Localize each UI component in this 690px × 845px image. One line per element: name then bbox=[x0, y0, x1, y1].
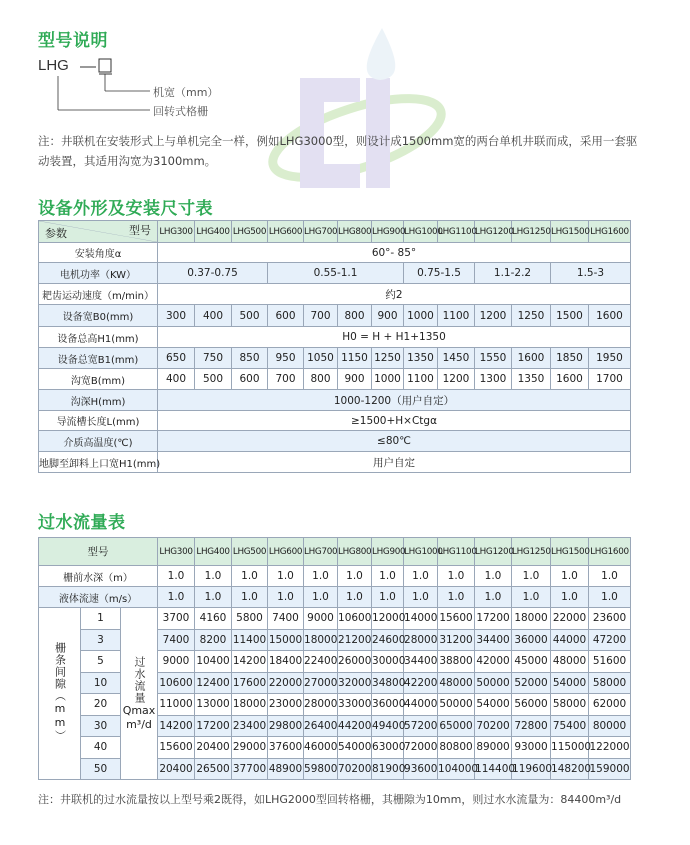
model-code: LHG bbox=[38, 57, 69, 74]
model-header: LHG300 bbox=[158, 538, 195, 566]
model-header: LHG1100 bbox=[438, 221, 475, 243]
flow-cell: 46000 bbox=[304, 737, 338, 759]
flow-label: 过水流量 bbox=[133, 655, 146, 704]
flow-cell: 36000 bbox=[512, 629, 551, 651]
flow-cell: 52000 bbox=[512, 672, 551, 694]
flow-cell: 28000 bbox=[304, 694, 338, 716]
table-row bbox=[39, 348, 631, 369]
flow-cell: 36000 bbox=[372, 694, 404, 716]
flow-cell: 44000 bbox=[551, 629, 589, 651]
flow-cell: 13000 bbox=[195, 694, 232, 716]
flow-cell: 23600 bbox=[589, 608, 631, 630]
gap-value: 20 bbox=[81, 694, 121, 716]
b1-cell: 1850 bbox=[551, 348, 589, 369]
flow-cell: 159000 bbox=[589, 758, 631, 780]
model-header: LHG900 bbox=[372, 221, 404, 243]
b0-cell: 1000 bbox=[404, 305, 438, 327]
flow-cell: 80000 bbox=[589, 715, 631, 737]
flow-cell: 17200 bbox=[195, 715, 232, 737]
flow-cell: 18000 bbox=[304, 629, 338, 651]
flow-cell: 14200 bbox=[232, 651, 268, 673]
table-row bbox=[39, 431, 631, 452]
flow-cell: 72000 bbox=[404, 737, 438, 759]
b-cell: 400 bbox=[158, 369, 195, 390]
speed-value: 约2 bbox=[158, 284, 631, 305]
gap-value: 10 bbox=[81, 672, 121, 694]
row-label-h1: 设备总高H1(mm) bbox=[39, 327, 158, 348]
row-label-b1: 设备总宽B1(mm) bbox=[39, 348, 158, 369]
gap-label: 栅条间隙（mm） bbox=[53, 642, 67, 742]
flow-cell: 148200 bbox=[551, 758, 589, 780]
velocity-cell: 1.0 bbox=[438, 587, 475, 608]
row-label-h2: 地脚至卸料上口宽H1(mm) bbox=[39, 452, 158, 473]
model-header: LHG1500 bbox=[551, 221, 589, 243]
flow-cell: 47200 bbox=[589, 629, 631, 651]
b0-cell: 900 bbox=[372, 305, 404, 327]
model-header: LHG600 bbox=[268, 538, 304, 566]
flow-cell: 15000 bbox=[268, 629, 304, 651]
flow-cell: 51600 bbox=[589, 651, 631, 673]
flow-cell: 119600 bbox=[512, 758, 551, 780]
section-title-dimensions: 设备外形及安装尺寸表 bbox=[38, 199, 213, 219]
flow-cell: 12400 bbox=[195, 672, 232, 694]
velocity-cell: 1.0 bbox=[589, 587, 631, 608]
b1-cell: 750 bbox=[195, 348, 232, 369]
b-cell: 1350 bbox=[512, 369, 551, 390]
depth-cell: 1.0 bbox=[372, 566, 404, 587]
b1-cell: 1950 bbox=[589, 348, 631, 369]
flow-cell: 7400 bbox=[158, 629, 195, 651]
flow-cell: 22000 bbox=[268, 672, 304, 694]
flow-label-cell bbox=[121, 608, 158, 780]
row-label-power: 电机功率（KW） bbox=[39, 263, 158, 284]
depth-cell: 1.0 bbox=[268, 566, 304, 587]
flow-cell: 10600 bbox=[338, 608, 372, 630]
b-cell: 1000 bbox=[372, 369, 404, 390]
b-cell: 900 bbox=[338, 369, 372, 390]
row-label-speed: 耙齿运动速度（m/min） bbox=[39, 284, 158, 305]
flow-cell: 3700 bbox=[158, 608, 195, 630]
table1-corner-cell bbox=[39, 221, 158, 243]
model-header: LHG1200 bbox=[475, 538, 512, 566]
flow-cell: 14200 bbox=[158, 715, 195, 737]
flow-cell: 37600 bbox=[268, 737, 304, 759]
flow-cell: 56000 bbox=[512, 694, 551, 716]
flow-cell: 18000 bbox=[512, 608, 551, 630]
flow-cell: 54000 bbox=[551, 672, 589, 694]
b-cell: 600 bbox=[232, 369, 268, 390]
gap-value: 3 bbox=[81, 629, 121, 651]
gap-value: 50 bbox=[81, 758, 121, 780]
b1-cell: 1050 bbox=[304, 348, 338, 369]
velocity-cell: 1.0 bbox=[551, 587, 589, 608]
model-header: LHG1000 bbox=[404, 221, 438, 243]
flow-cell: 49400 bbox=[372, 715, 404, 737]
corner-model-label: 型号 bbox=[129, 224, 151, 237]
model-header: LHG1250 bbox=[512, 538, 551, 566]
velocity-cell: 1.0 bbox=[232, 587, 268, 608]
note-line-2: 动装置，其适用沟宽为3100mm。 bbox=[38, 154, 217, 168]
flow-cell: 62000 bbox=[589, 694, 631, 716]
flow-cell: 58000 bbox=[551, 694, 589, 716]
flow-cell: 48000 bbox=[551, 651, 589, 673]
gap-value: 1 bbox=[81, 608, 121, 630]
flow-cell: 34800 bbox=[372, 672, 404, 694]
model-header: LHG300 bbox=[158, 221, 195, 243]
flow-cell: 70200 bbox=[475, 715, 512, 737]
flow-cell: 27000 bbox=[304, 672, 338, 694]
flow-cell: 10400 bbox=[195, 651, 232, 673]
flow-cell: 33000 bbox=[338, 694, 372, 716]
b-cell: 1200 bbox=[438, 369, 475, 390]
table-row bbox=[39, 452, 631, 473]
flow-cell: 70200 bbox=[338, 758, 372, 780]
flow-cell: 7400 bbox=[268, 608, 304, 630]
velocity-cell: 1.0 bbox=[475, 587, 512, 608]
flow-cell: 115000 bbox=[551, 737, 589, 759]
flow-cell: 20400 bbox=[195, 737, 232, 759]
flow-cell: 54000 bbox=[475, 694, 512, 716]
model-header: LHG900 bbox=[372, 538, 404, 566]
flow-cell: 34400 bbox=[404, 651, 438, 673]
row-label-angle: 安装角度α bbox=[39, 243, 158, 263]
table-row bbox=[39, 411, 631, 431]
b0-cell: 1250 bbox=[512, 305, 551, 327]
velocity-cell: 1.0 bbox=[158, 587, 195, 608]
flow-cell: 17200 bbox=[475, 608, 512, 630]
model-header: LHG1100 bbox=[438, 538, 475, 566]
model-header: LHG1600 bbox=[589, 538, 631, 566]
flow-cell: 38800 bbox=[438, 651, 475, 673]
b1-cell: 650 bbox=[158, 348, 195, 369]
model-header: LHG700 bbox=[304, 538, 338, 566]
flow-cell: 4160 bbox=[195, 608, 232, 630]
temp-value: ≤80℃ bbox=[158, 431, 631, 452]
table1-header-row bbox=[39, 221, 631, 243]
flow-cell: 59800 bbox=[304, 758, 338, 780]
velocity-cell: 1.0 bbox=[372, 587, 404, 608]
row-label-l: 导流槽长度L(mm) bbox=[39, 411, 158, 431]
note-line-1: 注：井联机在安装形式上与单机完全一样，例如LHG3000型，则设计成1500mm宽的两台单机井联而成，采用一套驱 bbox=[38, 134, 638, 148]
flow-cell: 18400 bbox=[268, 651, 304, 673]
b-cell: 1700 bbox=[589, 369, 631, 390]
flow-cell: 122000 bbox=[589, 737, 631, 759]
b0-cell: 1600 bbox=[589, 305, 631, 327]
flow-cell: 8200 bbox=[195, 629, 232, 651]
flow-cell: 114400 bbox=[475, 758, 512, 780]
table-row bbox=[39, 390, 631, 411]
flow-cell: 44200 bbox=[338, 715, 372, 737]
section-title-model: 型号说明 bbox=[38, 31, 108, 51]
flow-cell: 12000 bbox=[372, 608, 404, 630]
width-label: 机宽（mm） bbox=[153, 86, 219, 99]
flow-cell: 14000 bbox=[404, 608, 438, 630]
gap-value: 30 bbox=[81, 715, 121, 737]
row-label-h: 沟深H(mm) bbox=[39, 390, 158, 411]
note-flow: 注：井联机的过水流量按以上型号乘2既得，如LHG2000型回转格栅，其栅隙为10mm，则过水水流量为：84400m³/d bbox=[38, 793, 622, 806]
velocity-cell: 1.0 bbox=[195, 587, 232, 608]
flow-cell: 63000 bbox=[372, 737, 404, 759]
table-row bbox=[39, 327, 631, 348]
h-value: 1000-1200（用户自定） bbox=[158, 390, 631, 411]
power-value: 0.75-1.5 bbox=[404, 263, 475, 284]
model-header: LHG1500 bbox=[551, 538, 589, 566]
velocity-cell: 1.0 bbox=[512, 587, 551, 608]
flow-cell: 29000 bbox=[232, 737, 268, 759]
velocity-cell: 1.0 bbox=[304, 587, 338, 608]
flow-cell: 17600 bbox=[232, 672, 268, 694]
flow-cell: 104000 bbox=[438, 758, 475, 780]
b0-cell: 1200 bbox=[475, 305, 512, 327]
flow-cell: 65000 bbox=[438, 715, 475, 737]
b-cell: 800 bbox=[304, 369, 338, 390]
l-value: ≥1500+H×Ctgα bbox=[158, 411, 631, 431]
flow-cell: 18000 bbox=[232, 694, 268, 716]
flow-cell: 44000 bbox=[404, 694, 438, 716]
depth-cell: 1.0 bbox=[512, 566, 551, 587]
flow-cell: 48000 bbox=[438, 672, 475, 694]
flow-cell: 75400 bbox=[551, 715, 589, 737]
model-header: LHG400 bbox=[195, 538, 232, 566]
flow-cell: 31200 bbox=[438, 629, 475, 651]
gap-label-cell bbox=[39, 608, 81, 780]
depth-cell: 1.0 bbox=[404, 566, 438, 587]
b-cell: 1100 bbox=[404, 369, 438, 390]
flow-cell: 26500 bbox=[195, 758, 232, 780]
depth-cell: 1.0 bbox=[195, 566, 232, 587]
table-row bbox=[39, 243, 631, 263]
flow-cell: 22400 bbox=[304, 651, 338, 673]
flow-cell: 29800 bbox=[268, 715, 304, 737]
flow-cell: 26400 bbox=[304, 715, 338, 737]
depth-cell: 1.0 bbox=[338, 566, 372, 587]
flow-cell: 50000 bbox=[438, 694, 475, 716]
flow-cell: 93000 bbox=[512, 737, 551, 759]
table-row bbox=[39, 608, 631, 630]
model-header: LHG1600 bbox=[589, 221, 631, 243]
flow-cell: 9000 bbox=[304, 608, 338, 630]
flow-cell: 28000 bbox=[404, 629, 438, 651]
depth-cell: 1.0 bbox=[232, 566, 268, 587]
table-row bbox=[39, 263, 631, 284]
flow-cell: 37700 bbox=[232, 758, 268, 780]
model-header-label: 型号 bbox=[39, 538, 158, 566]
flow-cell: 80800 bbox=[438, 737, 475, 759]
b1-cell: 1600 bbox=[512, 348, 551, 369]
dimension-table bbox=[38, 220, 631, 473]
flow-unit-qmax: Qmax bbox=[122, 703, 156, 717]
flow-cell: 81900 bbox=[372, 758, 404, 780]
flow-table bbox=[38, 537, 631, 780]
depth-cell: 1.0 bbox=[304, 566, 338, 587]
b-cell: 1300 bbox=[475, 369, 512, 390]
type-label: 回转式格栅 bbox=[153, 105, 208, 118]
power-value: 1.1-2.2 bbox=[475, 263, 551, 284]
b1-cell: 950 bbox=[268, 348, 304, 369]
flow-cell: 5800 bbox=[232, 608, 268, 630]
model-header: LHG400 bbox=[195, 221, 232, 243]
flow-cell: 9000 bbox=[158, 651, 195, 673]
flow-cell: 57200 bbox=[404, 715, 438, 737]
model-header: LHG600 bbox=[268, 221, 304, 243]
b1-cell: 1250 bbox=[372, 348, 404, 369]
b-cell: 500 bbox=[195, 369, 232, 390]
flow-cell: 42000 bbox=[475, 651, 512, 673]
table-row bbox=[39, 284, 631, 305]
model-header: LHG500 bbox=[232, 221, 268, 243]
flow-cell: 10600 bbox=[158, 672, 195, 694]
depth-cell: 1.0 bbox=[475, 566, 512, 587]
depth-cell: 1.0 bbox=[589, 566, 631, 587]
row-label-temp: 介质高温度(℃) bbox=[39, 431, 158, 452]
model-header: LHG1250 bbox=[512, 221, 551, 243]
model-header: LHG700 bbox=[304, 221, 338, 243]
angle-value: 60°- 85° bbox=[158, 243, 631, 263]
b-cell: 700 bbox=[268, 369, 304, 390]
model-code-diagram bbox=[38, 50, 298, 120]
power-value: 1.5-3 bbox=[551, 263, 631, 284]
row-label-depth: 栅前水深（m） bbox=[39, 566, 158, 587]
flow-cell: 21200 bbox=[338, 629, 372, 651]
table-row bbox=[39, 587, 631, 608]
model-header: LHG1200 bbox=[475, 221, 512, 243]
h2-value: 用户自定 bbox=[158, 452, 631, 473]
velocity-cell: 1.0 bbox=[338, 587, 372, 608]
note-parallel bbox=[38, 131, 637, 171]
b1-cell: 1550 bbox=[475, 348, 512, 369]
velocity-cell: 1.0 bbox=[404, 587, 438, 608]
b0-cell: 400 bbox=[195, 305, 232, 327]
flow-cell: 50000 bbox=[475, 672, 512, 694]
b1-cell: 1450 bbox=[438, 348, 475, 369]
table2-header-row bbox=[39, 538, 631, 566]
flow-cell: 30000 bbox=[372, 651, 404, 673]
flow-cell: 24600 bbox=[372, 629, 404, 651]
flow-cell: 58000 bbox=[589, 672, 631, 694]
table-row bbox=[39, 369, 631, 390]
table-row bbox=[39, 566, 631, 587]
gap-value: 5 bbox=[81, 651, 121, 673]
h1-value: H0 = H + H1+1350 bbox=[158, 327, 631, 348]
flow-cell: 23400 bbox=[232, 715, 268, 737]
b1-cell: 850 bbox=[232, 348, 268, 369]
flow-cell: 42200 bbox=[404, 672, 438, 694]
flow-cell: 72800 bbox=[512, 715, 551, 737]
power-value: 0.37-0.75 bbox=[158, 263, 268, 284]
depth-cell: 1.0 bbox=[158, 566, 195, 587]
model-header: LHG800 bbox=[338, 221, 372, 243]
flow-cell: 23000 bbox=[268, 694, 304, 716]
flow-cell: 11000 bbox=[158, 694, 195, 716]
b0-cell: 300 bbox=[158, 305, 195, 327]
flow-cell: 89000 bbox=[475, 737, 512, 759]
table-row bbox=[39, 305, 631, 327]
model-header: LHG1000 bbox=[404, 538, 438, 566]
b0-cell: 800 bbox=[338, 305, 372, 327]
flow-unit-m3d: m³/d bbox=[126, 717, 152, 731]
b1-cell: 1350 bbox=[404, 348, 438, 369]
b0-cell: 500 bbox=[232, 305, 268, 327]
row-label-b0: 设备宽B0(mm) bbox=[39, 305, 158, 327]
velocity-cell: 1.0 bbox=[268, 587, 304, 608]
flow-cell: 15600 bbox=[438, 608, 475, 630]
b0-cell: 600 bbox=[268, 305, 304, 327]
row-label-velocity: 液体流速（m/s） bbox=[39, 587, 158, 608]
section-title-flow: 过水流量表 bbox=[38, 513, 126, 533]
depth-cell: 1.0 bbox=[438, 566, 475, 587]
flow-cell: 20400 bbox=[158, 758, 195, 780]
b1-cell: 1150 bbox=[338, 348, 372, 369]
depth-cell: 1.0 bbox=[551, 566, 589, 587]
flow-cell: 54000 bbox=[338, 737, 372, 759]
flow-cell: 93600 bbox=[404, 758, 438, 780]
flow-cell: 34400 bbox=[475, 629, 512, 651]
flow-cell: 32000 bbox=[338, 672, 372, 694]
flow-cell: 48900 bbox=[268, 758, 304, 780]
flow-cell: 11400 bbox=[232, 629, 268, 651]
flow-cell: 26000 bbox=[338, 651, 372, 673]
power-value: 0.55-1.1 bbox=[268, 263, 404, 284]
flow-cell: 15600 bbox=[158, 737, 195, 759]
b0-cell: 700 bbox=[304, 305, 338, 327]
model-header: LHG800 bbox=[338, 538, 372, 566]
b0-cell: 1100 bbox=[438, 305, 475, 327]
gap-value: 40 bbox=[81, 737, 121, 759]
flow-cell: 45000 bbox=[512, 651, 551, 673]
b-cell: 1600 bbox=[551, 369, 589, 390]
b0-cell: 1500 bbox=[551, 305, 589, 327]
corner-param-label: 参数 bbox=[45, 227, 67, 240]
flow-cell: 22000 bbox=[551, 608, 589, 630]
model-header: LHG500 bbox=[232, 538, 268, 566]
row-label-b: 沟宽B(mm) bbox=[39, 369, 158, 390]
